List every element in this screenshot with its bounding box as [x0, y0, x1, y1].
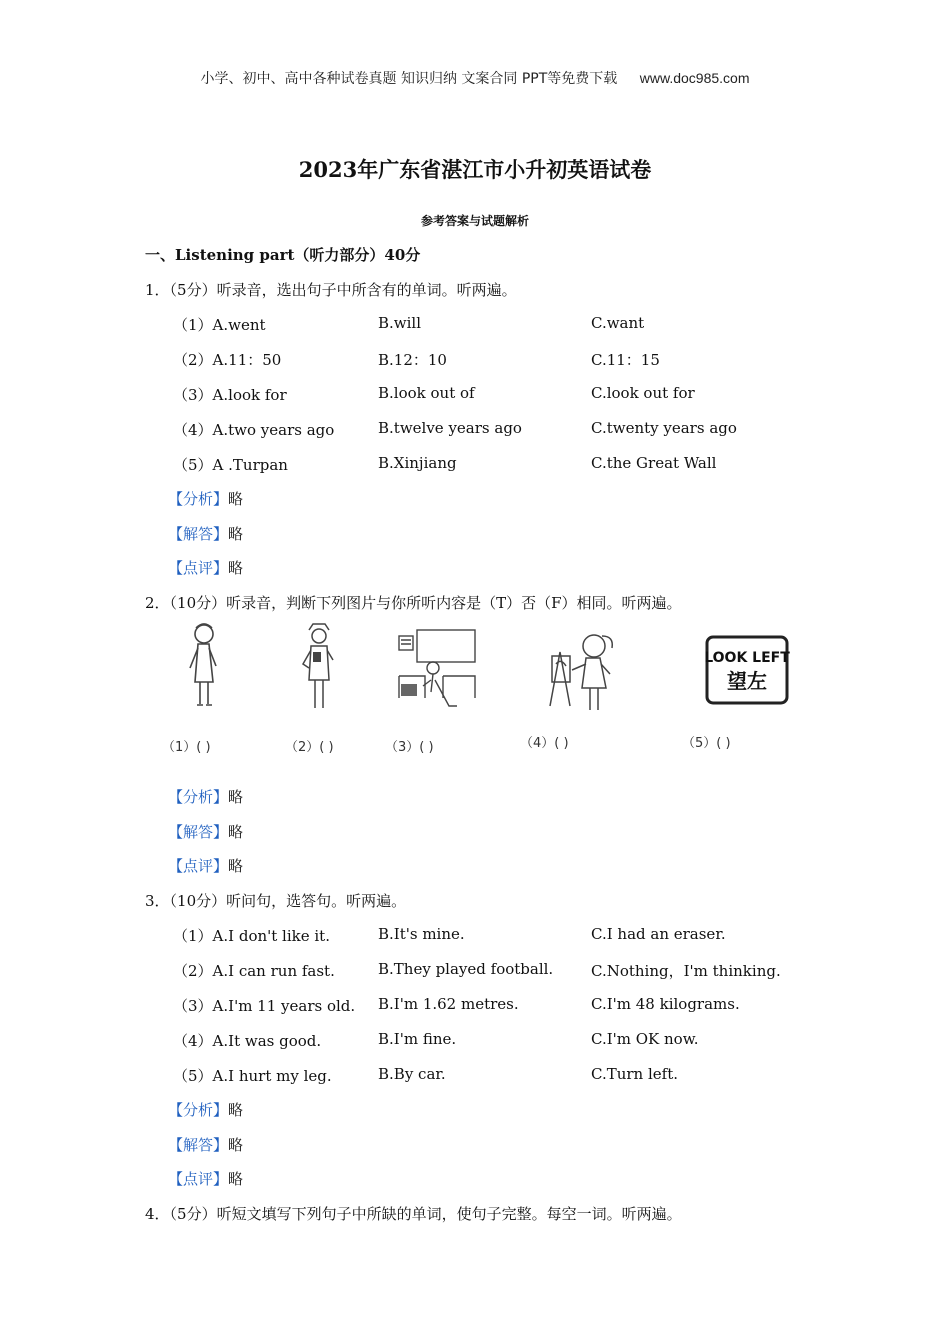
- picture-5-label: （5）( ): [682, 736, 731, 751]
- option-b: B.I'm 1.62 metres.: [378, 995, 519, 1013]
- option-a: （2）A.I can run fast.: [173, 962, 335, 980]
- q3-option-row: [173, 995, 873, 1017]
- option-a: （4）A.It was good.: [173, 1032, 322, 1050]
- option-a: （1）A.I don't like it.: [173, 927, 330, 945]
- comment-value: 略: [228, 559, 244, 577]
- page-header: [0, 68, 950, 88]
- q1-option-row: [173, 349, 873, 371]
- look-left-sign-icon: [704, 634, 790, 706]
- q1-option-row: [173, 419, 873, 441]
- comment-value: 略: [228, 857, 244, 875]
- option-b: B.I'm fine.: [378, 1030, 457, 1048]
- header-text: 小学、初中、高中各种试卷真题 知识归纳 文案合同 PPT等免费下载: [200, 71, 618, 87]
- option-a: （5）A .Turpan: [173, 456, 288, 474]
- answer-tag: 【解答】: [168, 1136, 229, 1154]
- analysis-value: 略: [228, 1101, 244, 1119]
- girl-standing-icon: [178, 620, 238, 716]
- page-title: 2023年广东省湛江市小升初英语试卷: [298, 157, 652, 182]
- question-3-stem: 3．（10分）听问句，选答句。听两遍。: [145, 892, 407, 910]
- q1-option-row: [173, 384, 873, 406]
- option-c: C.I'm 48 kilograms.: [591, 995, 740, 1013]
- answer-line: [168, 821, 243, 842]
- picture-1-label: （1）( ): [162, 740, 211, 755]
- option-a: （2）A.11：50: [173, 351, 282, 369]
- picture-4: [520, 630, 626, 751]
- question-2-stem: 2．（10分）听录音，判断下列图片与你所听内容是（T）否（F）相同。听两遍。: [145, 594, 682, 612]
- girl-painting-icon: [546, 630, 626, 714]
- classroom-cleaning-icon: [395, 626, 481, 710]
- analysis-tag: 【分析】: [168, 1101, 229, 1119]
- picture-1: [162, 620, 238, 755]
- person-with-cap-icon: [295, 620, 345, 716]
- analysis-tag: 【分析】: [168, 490, 229, 508]
- analysis-line: [168, 786, 243, 807]
- answer-tag: 【解答】: [168, 525, 229, 543]
- answer-value: 略: [228, 823, 244, 841]
- page-subtitle: 参考答案与试题解析: [420, 214, 529, 228]
- analysis-line: [168, 1099, 243, 1120]
- option-a: （3）A.look for: [173, 386, 287, 404]
- comment-line: [168, 855, 243, 876]
- sign-line-2: 望左: [727, 669, 767, 693]
- picture-2-label: （2）( ): [285, 740, 334, 755]
- option-c: C.look out for: [591, 384, 695, 402]
- q3-option-row: [173, 960, 873, 982]
- option-b: B.Xinjiang: [378, 454, 457, 472]
- answer-value: 略: [228, 1136, 244, 1154]
- option-c: C.Nothing，I'm thinking.: [591, 962, 781, 980]
- picture-5: [682, 634, 790, 751]
- option-a: （4）A.two years ago: [173, 421, 335, 439]
- comment-tag: 【点评】: [168, 559, 229, 577]
- option-b: B.12：10: [378, 351, 447, 369]
- option-c: C.the Great Wall: [591, 454, 717, 472]
- answer-value: 略: [228, 525, 244, 543]
- option-c: C.11：15: [591, 351, 660, 369]
- option-a: （5）A.I hurt my leg.: [173, 1067, 332, 1085]
- option-b: B.twelve years ago: [378, 419, 522, 437]
- answer-tag: 【解答】: [168, 823, 229, 841]
- option-c: C.I'm OK now.: [591, 1030, 699, 1048]
- option-b: B.It's mine.: [378, 925, 465, 943]
- option-c: C.Turn left.: [591, 1065, 678, 1083]
- comment-line: [168, 557, 243, 578]
- comment-value: 略: [228, 1170, 244, 1188]
- analysis-line: [168, 488, 243, 509]
- header-url[interactable]: www.doc985.com: [639, 70, 750, 86]
- analysis-value: 略: [228, 788, 244, 806]
- question-1-stem: 1．（5分）听录音，选出句子中所含有的单词。听两遍。: [145, 281, 517, 299]
- option-b: B.will: [378, 314, 422, 332]
- option-b: B.By car.: [378, 1065, 446, 1083]
- section-heading: 一、Listening part（听力部分）40分: [145, 246, 421, 264]
- q3-option-row: [173, 1030, 873, 1052]
- comment-line: [168, 1168, 243, 1189]
- sign-line-1: LOOK LEFT: [704, 650, 790, 666]
- q1-option-row: [173, 454, 873, 476]
- option-b: B.look out of: [378, 384, 475, 402]
- option-c: C.want: [591, 314, 645, 332]
- q1-option-row: [173, 314, 873, 336]
- question-2-pictures: [160, 620, 820, 760]
- picture-3-label: （3）( ): [385, 740, 434, 755]
- analysis-value: 略: [228, 490, 244, 508]
- answer-line: [168, 1134, 243, 1155]
- analysis-tag: 【分析】: [168, 788, 229, 806]
- option-a: （3）A.I'm 11 years old.: [173, 997, 356, 1015]
- q3-option-row: [173, 925, 873, 947]
- option-a: （1）A.went: [173, 316, 266, 334]
- option-c: C.I had an eraser.: [591, 925, 726, 943]
- picture-4-label: （4）( ): [520, 736, 569, 751]
- picture-3: [385, 626, 481, 755]
- comment-tag: 【点评】: [168, 1170, 229, 1188]
- option-b: B.They played football.: [378, 960, 554, 978]
- q3-option-row: [173, 1065, 873, 1087]
- question-4-stem: 4．（5分）听短文填写下列句子中所缺的单词，使句子完整。每空一词。听两遍。: [145, 1205, 682, 1223]
- answer-line: [168, 523, 243, 544]
- picture-2: [285, 620, 345, 755]
- option-c: C.twenty years ago: [591, 419, 737, 437]
- comment-tag: 【点评】: [168, 857, 229, 875]
